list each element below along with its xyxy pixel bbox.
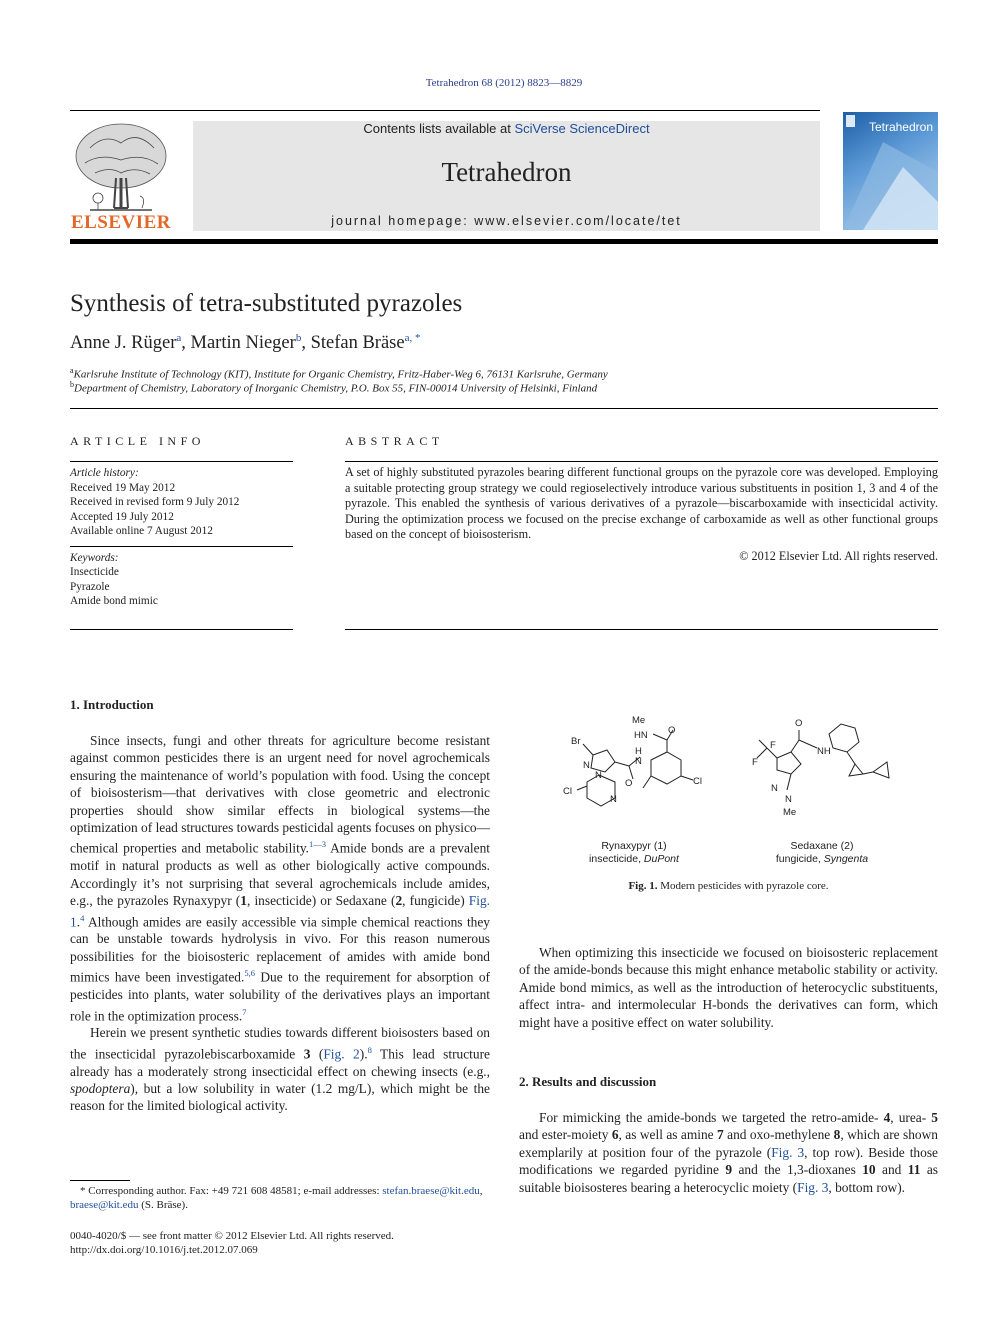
contents-prefix: Contents lists available at bbox=[363, 121, 515, 136]
abstract-heading: ABSTRACT bbox=[345, 434, 444, 448]
journal-cover-image bbox=[843, 112, 938, 230]
figure-link[interactable]: Fig. 3 bbox=[771, 1144, 805, 1160]
intro-heading: 1. Introduction bbox=[70, 697, 154, 712]
atom-label: Cl bbox=[563, 786, 572, 797]
abstract-bottom-rule bbox=[345, 629, 938, 630]
atom-label: HN bbox=[634, 730, 648, 741]
affiliation-mark: b bbox=[70, 380, 74, 389]
intro-paragraph-1: Since insects, fungi and other threats for agriculture become resistant against common pesticides there is an urgent need for novel agrochemicals ensuring the maintenance of world’s population with food. Using the concept of bioisosterism—that derivatives with close geometric and electronic properties should show similar effects in biological systems—the optimization of lead structures towards pesticidal agents focuses on physico—chemical properties and metabolic stability.$^{1—3}$ Amide bonds are a prevalent motif in natural products as well as other biologically active compounds. Accordingly it’s not surprising that several agrochemicals include amides, e.g., the pyrazoles Rynaxypyr (1, insecticide) or Sedaxane (2, fungicide) Fig. 1.$^4$ Although amides are easily accessible via simple chemical reactions they can be unstable towards hydrolysis in vivo. For this reason numerous possibilities for the bioisosteric replacement of amides with amide bond mimics have been investigated.$^{5,6}$ Due to the requirement for absorption of pesticides into plants, water solubility of the derivatives plays an important role in the optimization process.$^7$ bbox=[70, 733, 491, 1023]
email-link[interactable]: stefan.braese@kit.edu bbox=[382, 1185, 480, 1197]
compound-name: Rynaxypyr (1) bbox=[601, 840, 667, 852]
abstract-box bbox=[345, 461, 938, 564]
affiliation-text: Department of Chemistry, Laboratory of Inorganic Chemistry, P.O. Box 55, FIN-00014 University of Helsinki, Finland bbox=[74, 382, 598, 395]
author-name: Stefan Bräse bbox=[310, 333, 405, 354]
atom-label: N bbox=[771, 783, 778, 794]
contents-line bbox=[193, 121, 820, 136]
atom-label: N bbox=[595, 770, 602, 781]
keyword-item: Amide bond mimic bbox=[70, 595, 158, 607]
header-rule bbox=[70, 110, 820, 111]
atom-label: N bbox=[635, 756, 642, 767]
figure-1-caption bbox=[519, 880, 938, 892]
compound-company: Syngenta bbox=[823, 853, 869, 865]
affiliation-b bbox=[70, 380, 597, 395]
figure-link[interactable]: Fig. 1 bbox=[70, 893, 491, 929]
affiliation-mark: a bbox=[70, 366, 74, 375]
atom-label: O bbox=[795, 718, 803, 729]
citation-link[interactable]: 8 bbox=[367, 1044, 372, 1055]
keywords bbox=[70, 551, 293, 609]
journal-homepage[interactable]: journal homepage: www.elsevier.com/locate/tet bbox=[331, 214, 682, 228]
author-affiliation-mark[interactable]: a, * bbox=[404, 332, 421, 344]
citation-link[interactable]: 7 bbox=[242, 1006, 247, 1017]
abstract-rule bbox=[345, 461, 938, 462]
atom-label: NH bbox=[817, 746, 831, 757]
compound-2-label bbox=[758, 840, 886, 866]
doi-link[interactable]: http://dx.doi.org/10.1016/j.tet.2012.07.069 bbox=[70, 1244, 258, 1256]
atom-label: N bbox=[583, 760, 590, 771]
atom-label: O bbox=[625, 778, 633, 789]
atom-label: N bbox=[610, 794, 617, 805]
compound-use bbox=[570, 853, 698, 866]
footnote-text: Corresponding author. Fax: +49 721 608 48581; e-mail addresses: bbox=[88, 1185, 383, 1197]
results-body bbox=[519, 1109, 938, 1196]
figure-link[interactable]: Fig. 2 bbox=[323, 1046, 360, 1062]
affiliation-a bbox=[70, 366, 608, 381]
abstract-copyright: © 2012 Elsevier Ltd. All rights reserved. bbox=[739, 548, 938, 563]
figure-1-structures bbox=[555, 712, 935, 842]
footnote bbox=[70, 1184, 490, 1212]
compound-use-text: fungicide, bbox=[775, 853, 824, 865]
compound-use-text: insecticide, bbox=[589, 853, 644, 865]
affiliation-text: Karlsruhe Institute of Technology (KIT), Institute for Organic Chemistry, Fritz-Haber-Weg 6, 76131 Karlsruhe, Germany bbox=[73, 368, 608, 381]
author-affiliation-mark[interactable]: b bbox=[295, 332, 302, 344]
atom-label: Me bbox=[632, 715, 646, 726]
intro-paragraph-3: When optimizing this insecticide we focused on bioisosteric replacement of the amide-bonds because this might enhance metabolic stability or activity. Amide bond mimics, as well as the introduction of heterocyclic substituents, affect intra- and intermolecular H-bonds the derivatives can form, which might have a positive effect on water solubility. bbox=[519, 945, 938, 1030]
compound-1-label bbox=[570, 840, 698, 866]
section-rule bbox=[70, 408, 938, 409]
caption-text: Modern pesticides with pyrazole core. bbox=[660, 880, 829, 892]
footnote-star: * bbox=[80, 1185, 86, 1197]
elsevier-wordmark: ELSEVIER bbox=[70, 212, 172, 233]
atom-label: N bbox=[785, 794, 792, 805]
atom-label: O bbox=[668, 725, 676, 736]
history-item: Received in revised form 9 July 2012 bbox=[70, 496, 240, 508]
article-info-box bbox=[70, 461, 293, 609]
atom-label: Br bbox=[571, 736, 581, 747]
compound-company: DuPont bbox=[643, 853, 679, 865]
atom-label: Me bbox=[783, 807, 797, 818]
atom-label: F bbox=[770, 740, 776, 751]
figure-link[interactable]: Fig. 3 bbox=[797, 1179, 829, 1195]
cover-title: Tetrahedron bbox=[868, 120, 933, 134]
footnote-tail: (S. Bräse). bbox=[138, 1199, 188, 1211]
article-info-heading: ARTICLE INFO bbox=[70, 434, 205, 448]
compound-use bbox=[758, 853, 886, 866]
issn-line: 0040-4020/$ — see front matter © 2012 Elsevier Ltd. All rights reserved. bbox=[70, 1230, 394, 1242]
intro-body bbox=[70, 732, 490, 1115]
article-history bbox=[70, 466, 293, 539]
atom-label: Cl bbox=[693, 776, 702, 787]
sciencedirect-link[interactable]: SciVerse ScienceDirect bbox=[514, 121, 650, 136]
keyword-item: Insecticide bbox=[70, 566, 119, 578]
journal-reference[interactable]: Tetrahedron 68 (2012) 8823—8829 bbox=[425, 77, 583, 89]
author-name: Anne J. Rüger bbox=[70, 333, 177, 354]
info-rule bbox=[70, 461, 293, 462]
citation-link[interactable]: 5,6 bbox=[244, 968, 255, 979]
results-heading: 2. Results and discussion bbox=[519, 1074, 657, 1089]
history-label: Article history: bbox=[70, 467, 139, 479]
citation-link[interactable]: 1—3 bbox=[309, 839, 326, 850]
history-item: Received 19 May 2012 bbox=[70, 481, 176, 494]
results-paragraph-1: For mimicking the amide-bonds we targeted the retro-amide- 4, urea- 5 and ester-moiety 6, as well as amine 7 and oxo-methylene 8, which are shown exemplarily at position four of the pyrazole (Fig. 3, top row). Beside those modifications we regarded pyridine 9 and the 1,3-dioxanes 10 and 11 as suitable bioisosteres bearing a heterocyclic moiety (Fig. 3, bottom row). bbox=[519, 1110, 938, 1195]
citation-link[interactable]: 4 bbox=[80, 912, 85, 923]
caption-label: Fig. 1. bbox=[628, 880, 658, 892]
intro-paragraph-2: Herein we present synthetic studies towards different bioisosters based on the insecticidal pyrazolebiscarboxamide 3 (Fig. 2).$^8$ This lead structure already has a moderately strong insecticidal effect on chewing insects (e.g., spodoptera), but a low solubility in water (1.2 mg/L), which might be the reason for the limited biological activity. bbox=[70, 1025, 490, 1114]
abstract-text: A set of highly substituted pyrazoles bearing different functional groups on the pyrazole core was developed. Employing a suitable protecting group strategy we could regioselectively introduce various substituents in position 1, 3 and 4 of the pyrazole. This enabled the synthesis of various derivatives of a pyrazole—biscarboxamide with insecticidal activity. During the optimization process we focused on the precise exchange of carboxamide as well as other functional groups based on the concept of bioisosterism. bbox=[345, 465, 938, 542]
author-affiliation-mark[interactable]: a bbox=[176, 332, 182, 344]
author-name: Martin Nieger bbox=[190, 333, 296, 354]
atom-label: H bbox=[635, 746, 642, 757]
right-column-intro bbox=[519, 944, 938, 1031]
footnote-separator: , bbox=[479, 1185, 483, 1197]
keywords-label: Keywords: bbox=[70, 551, 119, 564]
compound-name: Sedaxane (2) bbox=[790, 840, 854, 852]
keyword-item: Pyrazole bbox=[70, 580, 110, 593]
history-item: Available online 7 August 2012 bbox=[70, 525, 213, 537]
email-link[interactable]: braese@kit.edu bbox=[70, 1199, 139, 1211]
history-item: Accepted 19 July 2012 bbox=[70, 510, 174, 523]
author-list: Anne J. Rüger$^a$, Martin Nieger$^b$, Stefan Bräse$^{a, *}$ bbox=[70, 332, 421, 354]
info-bottom-rule bbox=[70, 629, 293, 630]
journal-name: Tetrahedron bbox=[441, 157, 572, 187]
info-rule bbox=[70, 546, 293, 547]
footnote-rule bbox=[70, 1180, 130, 1181]
header-thick-rule bbox=[70, 239, 938, 244]
atom-label: F bbox=[752, 757, 758, 768]
paper-title: Synthesis of tetra-substituted pyrazoles bbox=[70, 290, 463, 317]
